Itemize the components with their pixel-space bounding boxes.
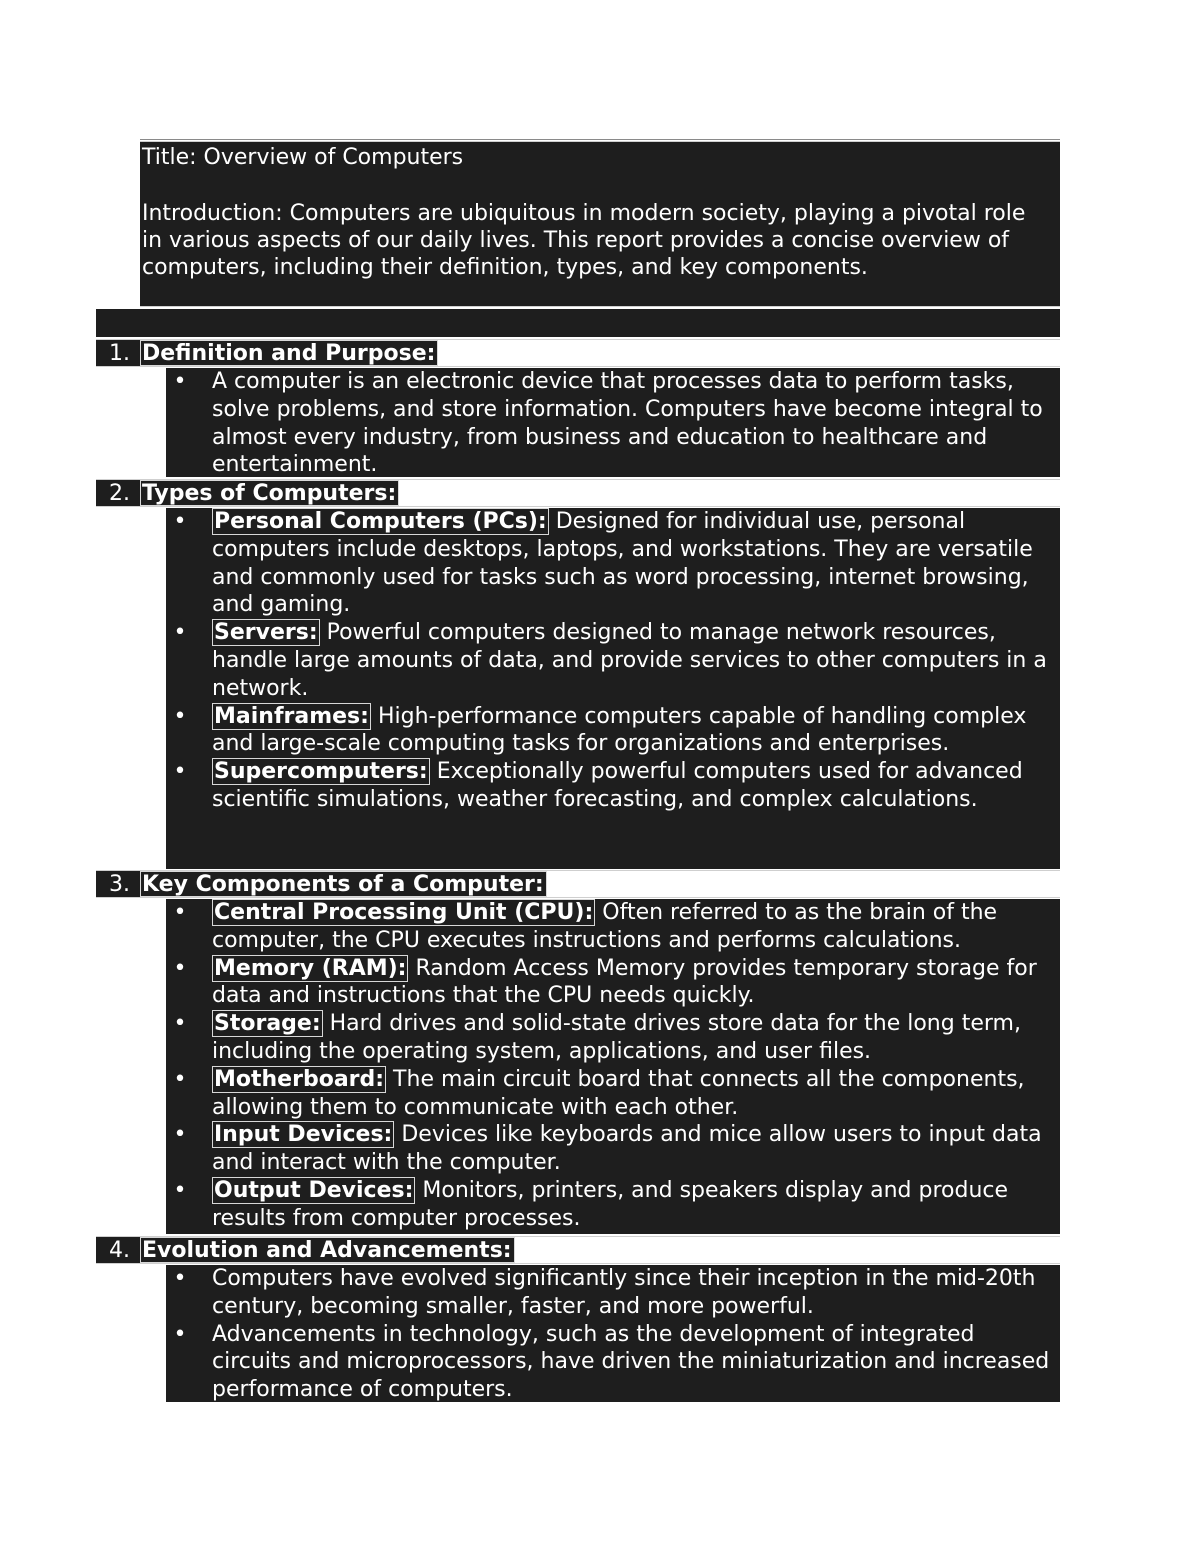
item-term: Supercomputers:	[214, 759, 428, 785]
list-item: • Advancements in technology, such as the development of integrated circuits and microprocessors, have driven the miniaturization and increased performance of computers.	[173, 1321, 1050, 1403]
intro-block	[140, 141, 1060, 307]
bullet-icon: •	[173, 1011, 187, 1037]
item-term: Input Devices:	[214, 1122, 393, 1148]
section-heading-3	[96, 870, 1060, 898]
bullet-icon: •	[173, 1122, 187, 1148]
list-item: • Central Processing Unit (CPU): Often referred to as the brain of the computer, the CPU executes instructions and performs calculations.	[173, 900, 998, 953]
list-item: • Motherboard: The main circuit board that connects all the components, allowing them to communicate with each other.	[173, 1066, 1025, 1120]
list-item: • Mainframes: High-performance computers capable of handling complex and large-scale computing tasks for organizations and enterprises.	[173, 703, 1027, 757]
bullet-icon: •	[173, 509, 187, 534]
section-number: 4.	[109, 1238, 130, 1263]
item-term: Central Processing Unit (CPU):	[214, 900, 594, 925]
bullet-icon: •	[173, 955, 187, 981]
bullet-icon: •	[173, 759, 187, 785]
item-term: Personal Computers (PCs):	[214, 509, 547, 534]
bullet-icon: •	[173, 1321, 187, 1347]
list-item: • Servers: Powerful computers designed to manage network resources, handle large amounts of data, and provide services to other computers in a network.	[173, 620, 1047, 701]
bullet-list	[166, 508, 1060, 814]
section-body-1	[166, 368, 1060, 477]
item-term: Servers:	[214, 620, 318, 646]
section-number: 3.	[109, 872, 130, 897]
bullet-icon: •	[173, 900, 187, 925]
section-title: Definition and Purpose:	[140, 340, 438, 366]
section-title: Key Components of a Computer:	[140, 871, 547, 897]
spacer-bar	[96, 309, 1060, 337]
bullet-list	[166, 1265, 1060, 1404]
section-body-3	[166, 899, 1060, 1234]
list-item: • Computers have evolved significantly since their inception in the mid-20th century, becoming smaller, faster, and more powerful.	[173, 1266, 1036, 1319]
list-item: • Personal Computers (PCs): Designed for individual use, personal computers include desktops, laptops, and workstations. They are versatile and commonly used for tasks such as word processing, internet browsing, and gaming.	[173, 509, 1033, 618]
item-term: Output Devices:	[214, 1177, 414, 1203]
list-item: • Output Devices: Monitors, printers, and speakers display and produce results from computer processes.	[173, 1177, 1009, 1231]
section-heading-1	[96, 339, 1060, 367]
section-number: 1.	[109, 341, 130, 366]
section-heading-2	[96, 479, 1060, 507]
list-item: • Input Devices: Devices like keyboards and mice allow users to input data and interact with the computer.	[173, 1122, 1042, 1176]
section-body-2	[166, 508, 1060, 869]
item-term: Memory (RAM):	[214, 955, 407, 981]
item-term: Motherboard:	[214, 1066, 385, 1092]
bullet-icon: •	[173, 1177, 187, 1203]
section-number: 2.	[109, 481, 130, 506]
section-heading-4	[96, 1236, 1060, 1264]
item-term: Storage:	[214, 1011, 321, 1037]
introduction-paragraph: Introduction: Computers are ubiquitous in modern society, playing a pivotal role in various aspects of our daily lives. This report provides a concise overview of computers, including their definition, types, and key components.	[142, 201, 1026, 280]
document-title: Title: Overview of Computers	[142, 145, 464, 170]
top-rule	[140, 139, 1060, 140]
bullet-icon: •	[173, 1266, 187, 1291]
bullet-icon: •	[173, 369, 187, 394]
section-body-4	[166, 1265, 1060, 1402]
bullet-icon: •	[173, 620, 187, 646]
section-title: Types of Computers:	[140, 480, 399, 506]
section-title: Evolution and Advancements:	[140, 1237, 515, 1263]
list-item: • Memory (RAM): Random Access Memory provides temporary storage for data and instructions that the CPU needs quickly.	[173, 955, 1037, 1009]
list-item: • Storage: Hard drives and solid-state drives store data for the long term, including the operating system, applications, and user files.	[173, 1011, 1021, 1064]
bullet-icon: •	[173, 703, 187, 729]
list-item: • A computer is an electronic device that processes data to perform tasks, solve problems, and store information. Computers have become integral to almost every industry, from business and education to healthcare and entertainment.	[173, 369, 1043, 478]
item-term: Mainframes:	[214, 703, 369, 729]
bullet-list	[166, 899, 1060, 1233]
bullet-icon: •	[173, 1066, 187, 1092]
list-item: • Supercomputers: Exceptionally powerful computers used for advanced scientific simulations, weather forecasting, and complex calculations.	[173, 759, 1023, 812]
bullet-list	[166, 368, 1060, 479]
